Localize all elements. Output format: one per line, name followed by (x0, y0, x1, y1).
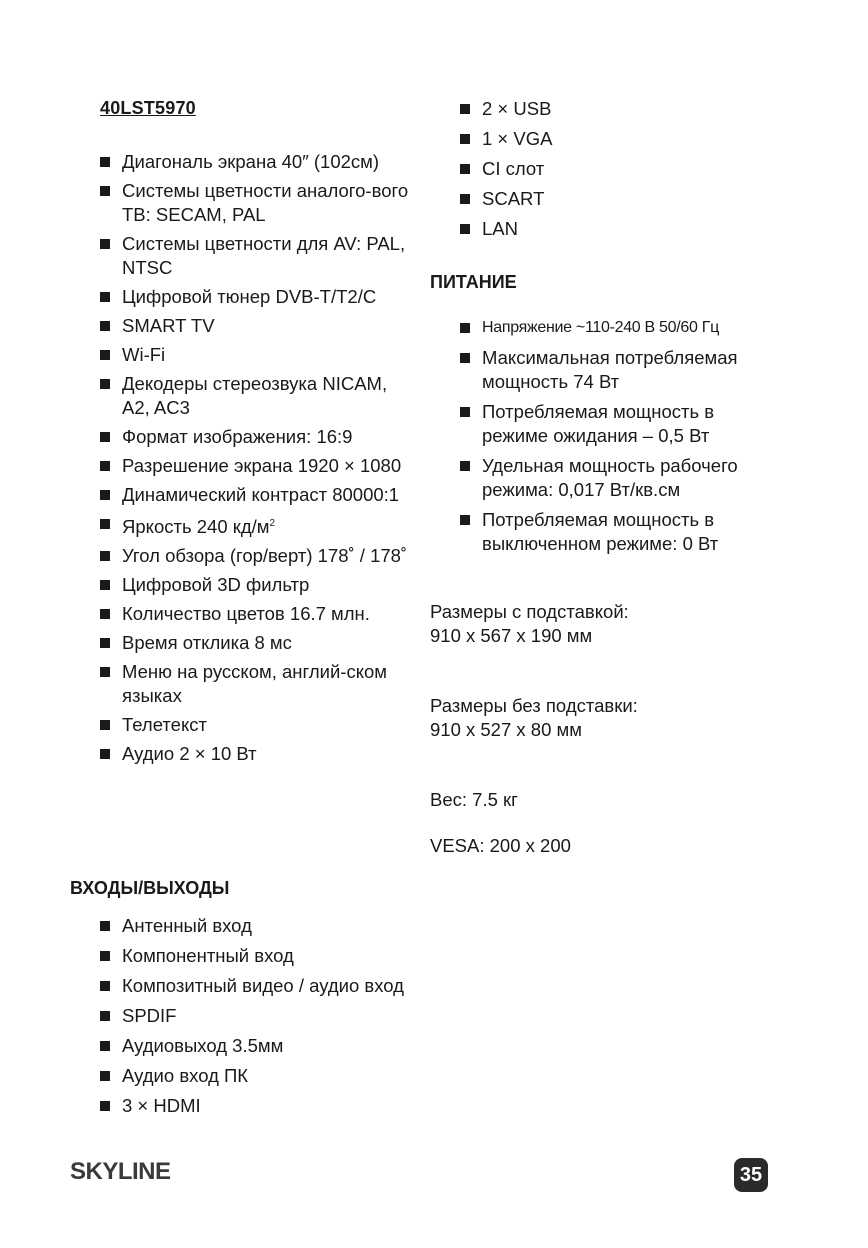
bullet-icon (100, 350, 110, 360)
bullet-icon (100, 921, 110, 931)
bullet-icon (460, 461, 470, 471)
page-number: 35 (734, 1158, 768, 1192)
bullet-icon (100, 239, 110, 249)
list-item: Композитный видео / аудио вход (100, 974, 410, 998)
power-heading: ПИТАНИЕ (430, 272, 517, 292)
power-list (460, 316, 780, 556)
bullet-icon (100, 609, 110, 619)
bullet-icon (100, 638, 110, 648)
list-item: Цифровой 3D фильтр (100, 573, 410, 597)
bullet-icon (460, 515, 470, 525)
bullet-icon (100, 157, 110, 167)
bullet-icon (100, 186, 110, 196)
bullet-icon (460, 104, 470, 114)
dims-with-stand-value: 910 x 567 x 190 мм (430, 625, 593, 646)
bullet-icon (460, 224, 470, 234)
list-item: Антенный вход (100, 914, 410, 938)
dims-without-stand (430, 694, 638, 742)
list-item: Яркость 240 $кд/м^2$ (100, 512, 410, 539)
bullet-icon (100, 1101, 110, 1111)
bullet-icon (100, 379, 110, 389)
dims-without-stand-label: Размеры без подставки: (430, 695, 638, 716)
bullet-icon (460, 194, 470, 204)
vesa: VESA: 200 x 200 (430, 835, 571, 856)
list-item: Удельная мощность рабочего режима: 0,017 Вт/кв.см (460, 454, 780, 502)
list-item: Разрешение экрана 1920 × 1080 (100, 454, 410, 478)
main-specs-list (100, 150, 410, 766)
list-item: Системы цветности для AV: PAL, NTSC (100, 232, 410, 280)
list-item: Компонентный вход (100, 944, 410, 968)
io-heading: ВХОДЫ/ВЫХОДЫ (70, 878, 230, 898)
bullet-icon (100, 519, 110, 529)
bullet-icon (100, 1041, 110, 1051)
bullet-icon (100, 1071, 110, 1081)
list-item: Максимальная потребляемая мощность 74 Вт (460, 346, 780, 394)
bullet-icon (460, 353, 470, 363)
list-item: Потребляемая мощность в выключенном режиме: 0 Вт (460, 508, 732, 556)
bullet-icon (100, 981, 110, 991)
bullet-icon (460, 407, 470, 417)
list-item: Wi-Fi (100, 343, 410, 367)
list-item: SPDIF (100, 1004, 410, 1028)
bullet-icon (460, 134, 470, 144)
bullet-icon (100, 432, 110, 442)
bullet-icon (460, 323, 470, 333)
list-item: CI слот (460, 157, 780, 181)
list-item: Формат изображения: 16:9 (100, 425, 410, 449)
superscript: 2 (269, 518, 276, 529)
list-item: 3 × HDMI (100, 1094, 410, 1118)
dims-with-stand-label: Размеры с подставкой: (430, 601, 629, 622)
list-item: Аудио 2 × 10 Вт (100, 742, 410, 766)
list-item: SCART (460, 187, 780, 211)
bullet-icon (100, 667, 110, 677)
list-item: Аудио вход ПК (100, 1064, 410, 1088)
bullet-icon (100, 461, 110, 471)
bullet-icon (100, 551, 110, 561)
list-item: Цифровой тюнер DVB-T/T2/C (100, 285, 410, 309)
list-item: Динамический контраст 80000:1 (100, 483, 410, 507)
list-item: LAN (460, 217, 780, 241)
bullet-icon (100, 292, 110, 302)
dims-with-stand (430, 600, 629, 648)
list-item: Меню на русском, англий-ском языках (100, 660, 410, 708)
weight: Вес: 7.5 кг (430, 789, 518, 810)
bullet-icon (100, 749, 110, 759)
bullet-icon (100, 720, 110, 730)
list-item: Количество цветов 16.7 млн. (100, 602, 410, 626)
list-item: Декодеры стереозвука NICAM, A2, AC3 (100, 372, 410, 420)
bullet-icon (100, 490, 110, 500)
bullet-icon (100, 1011, 110, 1021)
bullet-icon (100, 951, 110, 961)
list-item: Напряжение ~110-240 В 50/60 Гц (460, 316, 780, 340)
io-list (100, 914, 410, 1118)
bullet-icon (460, 164, 470, 174)
bullet-icon (100, 580, 110, 590)
io-list-continued (460, 97, 780, 241)
model-title: 40LST5970 (100, 98, 196, 118)
bullet-icon (100, 321, 110, 331)
list-item: Аудиовыход 3.5мм (100, 1034, 410, 1058)
list-item: 1 × VGA (460, 127, 780, 151)
list-item: Угол обзора (гор/верт) 178˚ / 178˚ (100, 544, 410, 568)
list-item: SMART TV (100, 314, 410, 338)
list-item: Время отклика 8 мс (100, 631, 410, 655)
dims-without-stand-value: 910 x 527 x 80 мм (430, 719, 582, 740)
brand-logo: SKYLINE (70, 1158, 171, 1185)
list-item: Потребляемая мощность в режиме ожидания – 0,5 Вт (460, 400, 780, 448)
list-item: Системы цветности аналого-вого ТВ: SECAM, PAL (100, 179, 410, 227)
list-item: 2 × USB (460, 97, 780, 121)
list-item: Телетекст (100, 713, 410, 737)
list-item: Диагональ экрана 40″ (102см) (100, 150, 410, 174)
